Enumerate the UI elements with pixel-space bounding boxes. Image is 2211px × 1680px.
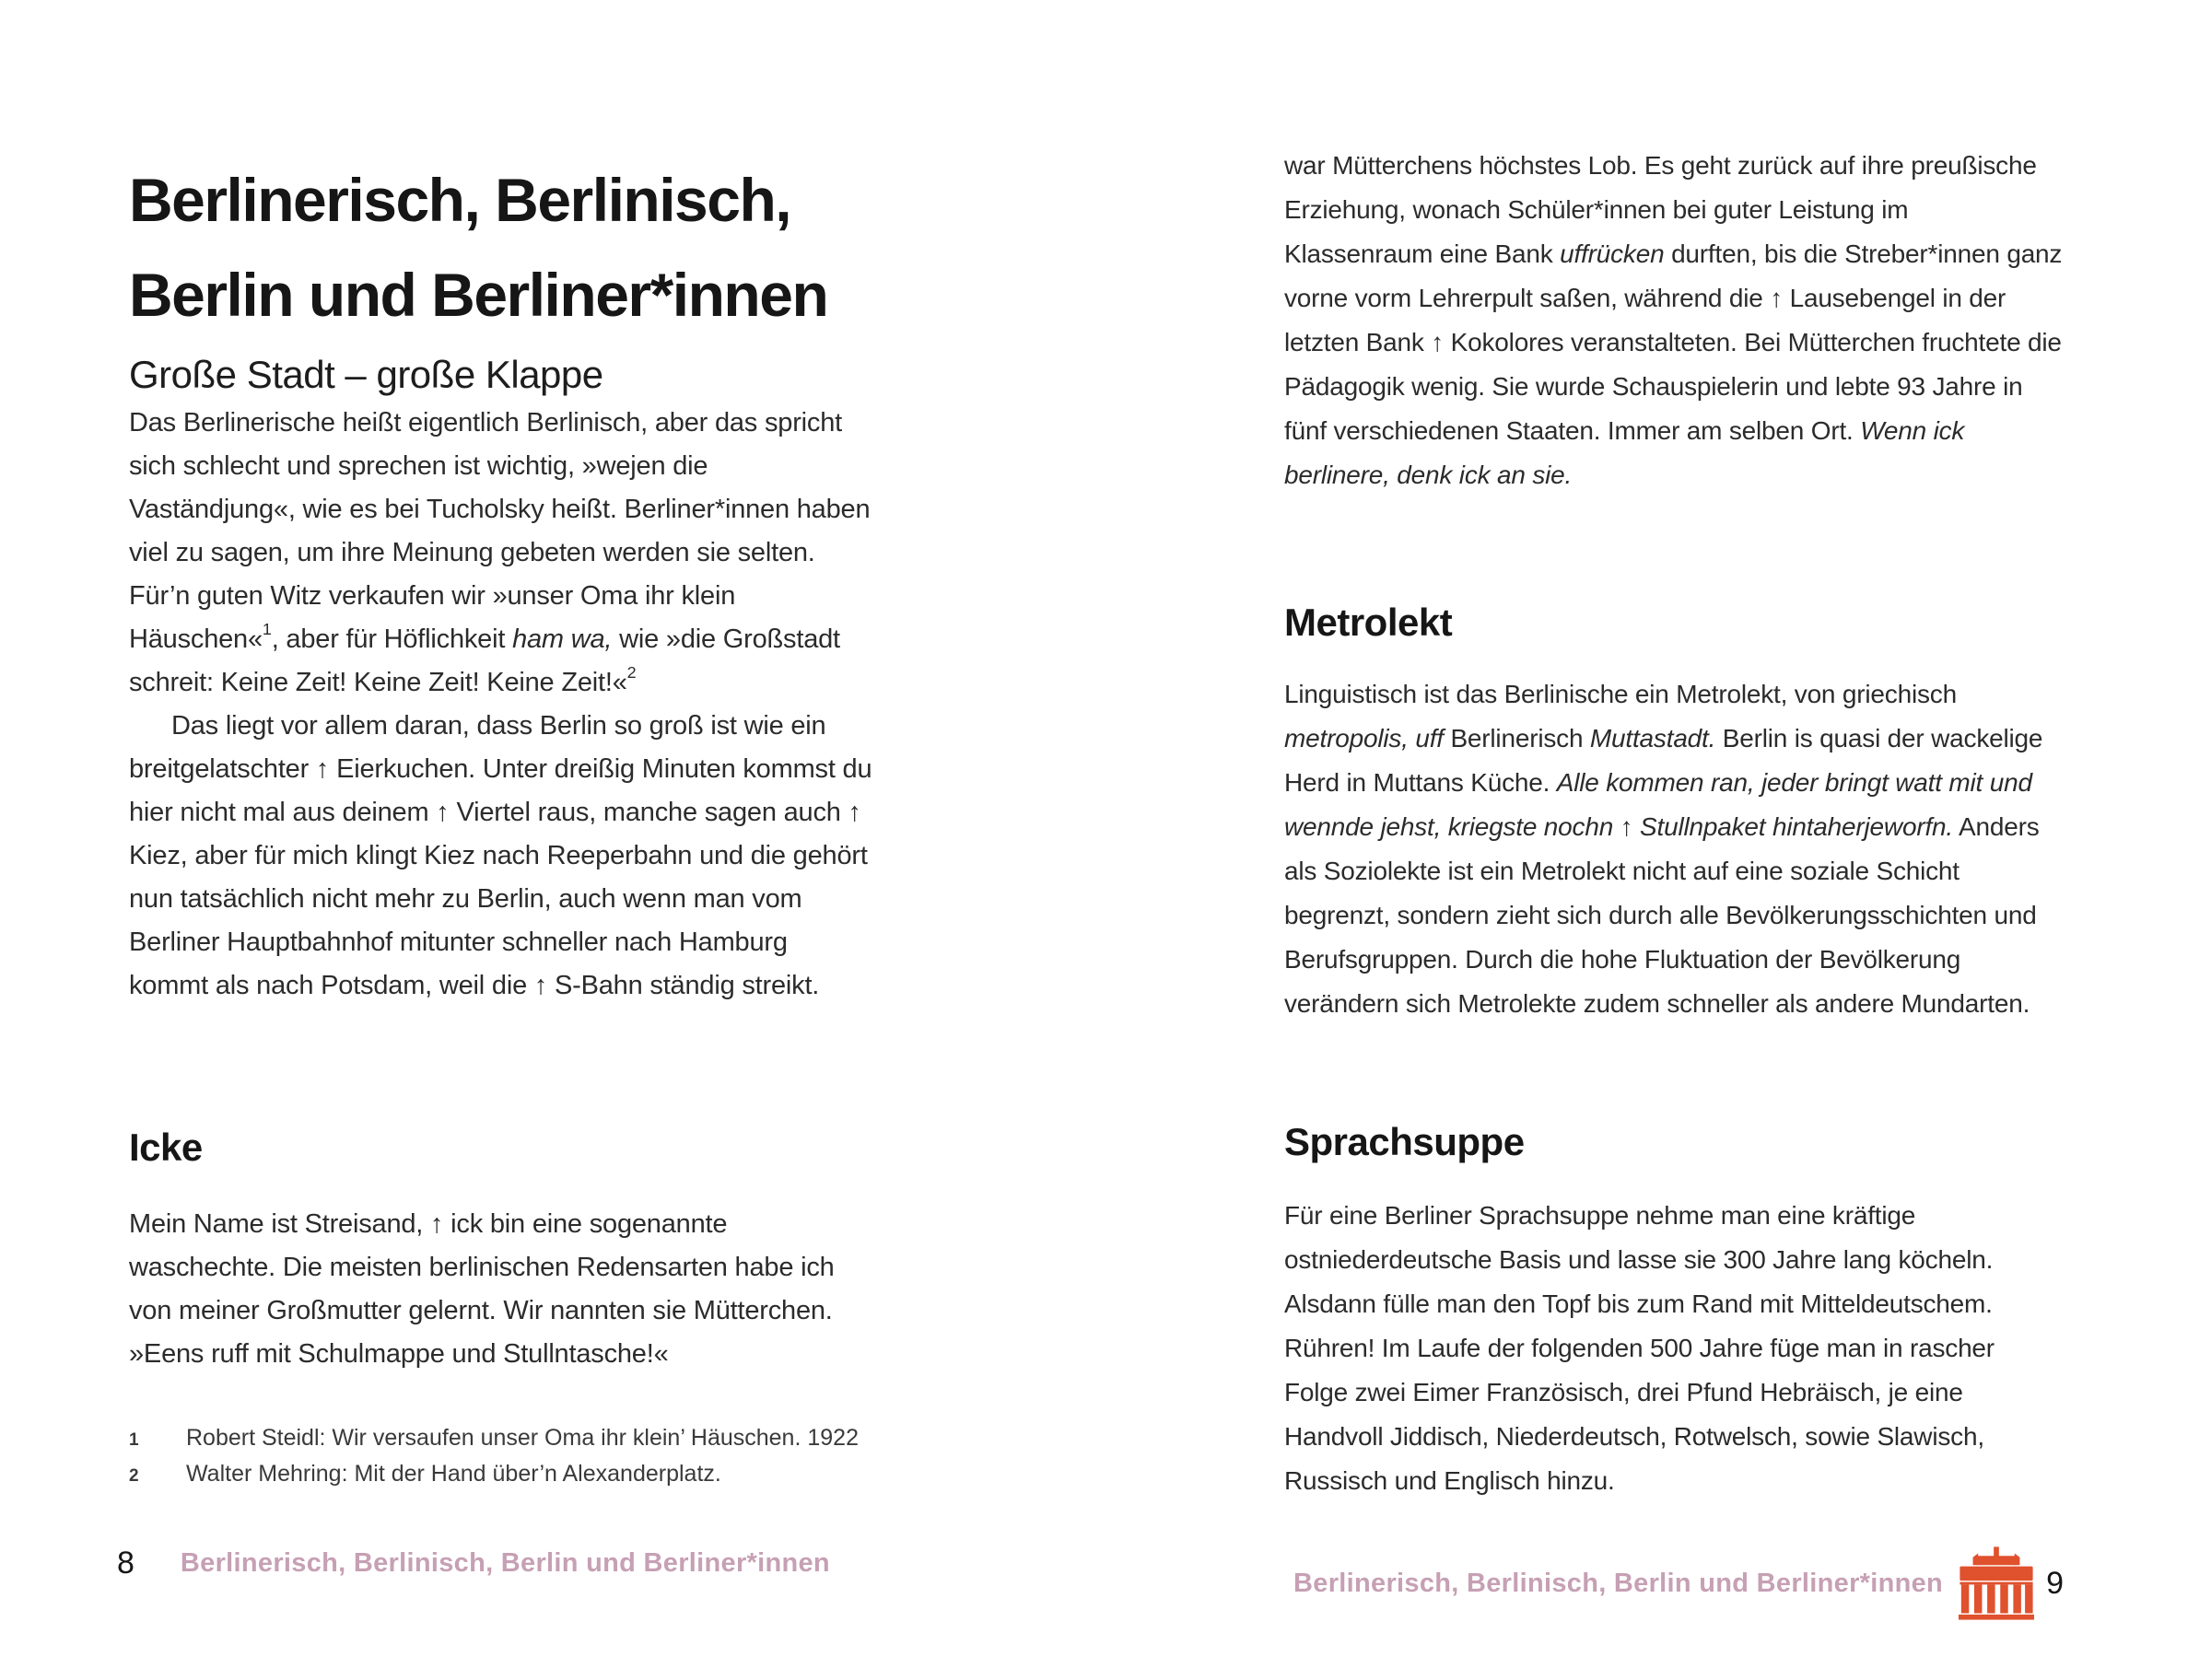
footnote-2-text: Walter Mehring: Mit der Hand über’n Alexanderplatz. xyxy=(186,1461,721,1487)
intro-paragraph-2: Das liegt vor allem daran, dass Berlin so groß ist wie ein breitgelatschter ↑ Eierkuchen. Unter dreißig Minuten kommst du hier nicht mal aus deinem ↑ Viertel raus, manche sagen auch ↑ Kiez, aber für mich klingt Kiez nach Reeperbahn und die gehört nun tatsächlich nicht mehr zu Berlin, auch wenn man vom Berliner Hauptbahnhof mitunter schneller nach Hamburg kommt als nach Potsdam, weil die ↑ S-Bahn ständig streikt. xyxy=(129,711,872,1000)
footnote-2 xyxy=(129,1457,873,1493)
footnote-1-number: 1 xyxy=(129,1430,139,1450)
chapter-title xyxy=(129,153,873,343)
left-page xyxy=(117,0,873,1680)
section-heading-metrolekt: Metrolekt xyxy=(1284,601,1453,644)
intro-paragraph-1: Das Berlinerische heißt eigentlich Berlinisch, aber das spricht sich schlecht und sprechen ist wichtig, »wejen die Vaständjung«, wie es bei Tucholsky heißt. Berliner*innen haben viel zu sagen, um ihre Meinung gebeten werden sie selten. Für’n guten Witz verkaufen wir »unser Oma ihr klein Häuschen«$^1$, aber für Höflichkeit ham wa, wie »die Großstadt schreit: Keine Zeit! Keine Zeit! Keine Zeit!«$^2$ xyxy=(129,408,871,697)
icke-paragraph: Mein Name ist Streisand, ↑ ick bin eine sogenannte waschechte. Die meisten berlinischen Redensarten habe ich von meiner Großmutter gelernt. Wir nannten sie Mütterchen. »Eens ruff mit Schulmappe und Stullntasche!« xyxy=(129,1209,835,1369)
left-page-footer xyxy=(117,1546,861,1581)
continuation-paragraph: war Mütterchens höchstes Lob. Es geht zurück auf ihre preußische Erziehung, wonach Schüler*innen bei guter Leistung im Klassenraum eine Bank uffrücken durften, bis die Streber*innen ganz vorne vorm Lehrerpult saßen, während die ↑ Lausebengel in der letzten Bank ↑ Kokolores veranstalteten. Bei Mütterchen fruchtete die Pädagogik wenig. Sie wurde Schauspielerin und lebte 93 Jahre in fünf verschiedenen Staaten. Immer am selben Ort. Wenn ick berlinere, denk ick an sie. xyxy=(1284,151,2063,489)
footnote-1-text: Robert Steidl: Wir versaufen unser Oma ihr klein’ Häuschen. 1922 xyxy=(186,1425,859,1451)
right-footer-chapter-title: Berlinerisch, Berlinisch, Berlin und Berliner*innen xyxy=(1293,1568,1944,1598)
section-heading-sprachsuppe: Sprachsuppe xyxy=(1284,1120,1525,1163)
sprachsuppe-paragraph: Für eine Berliner Sprachsuppe nehme man eine kräftige ostniederdeutsche Basis und lasse sie 300 Jahre lang köcheln. Alsdann fülle man den Topf bis zum Rand mit Mitteldeutschem. Rühren! Im Laufe der folgenden 500 Jahre füge man in rascher Folge zwei Eimer Französisch, drei Pfund Hebräisch, je eine Handvoll Jiddisch, Niederdeutsch, Rotwelsch, sowie Slawisch, Russisch und Englisch hinzu. xyxy=(1284,1201,1995,1495)
metrolekt-paragraph: Linguistisch ist das Berlinische ein Metrolekt, von griechisch metropolis, uff Berlinerisch Muttastadt. Berlin is quasi der wackelige Herd in Muttans Küche. Alle kommen ran, jeder bringt watt mit und wennde jehst, kriegste nochn ↑ Stullnpaket hintaherjeworfn. Anders als Soziolekte ist ein Metrolekt nicht auf eine soziale Schicht begrenzt, sondern zieht sich durch alle Bevölkerungsschichten und Berufsgruppen. Durch die hohe Fluktuation der Bevölkerung verändern sich Metrolekte zudem schneller als andere Mundarten. xyxy=(1284,680,2043,1018)
footnote-1 xyxy=(129,1421,873,1457)
brandenburg-gate-icon xyxy=(1956,1546,2037,1621)
footnote-2-number: 2 xyxy=(129,1466,139,1486)
left-page-number: 8 xyxy=(117,1546,135,1581)
right-page-number: 9 xyxy=(2046,1565,2064,1601)
chapter-title-line-2: Berlin und Berliner*innen xyxy=(129,261,828,330)
chapter-title-line-1: Berlinerisch, Berlinisch, xyxy=(129,166,791,235)
chapter-subtitle: Große Stadt – große Klappe xyxy=(129,352,603,396)
right-page xyxy=(1284,0,2064,1680)
left-footer-chapter-title: Berlinerisch, Berlinisch, Berlin und Berliner*innen xyxy=(180,1548,830,1578)
right-page-footer xyxy=(1284,1546,2064,1621)
intro-text xyxy=(129,402,873,1008)
section-heading-icke: Icke xyxy=(129,1126,203,1169)
footnotes xyxy=(129,1421,873,1493)
